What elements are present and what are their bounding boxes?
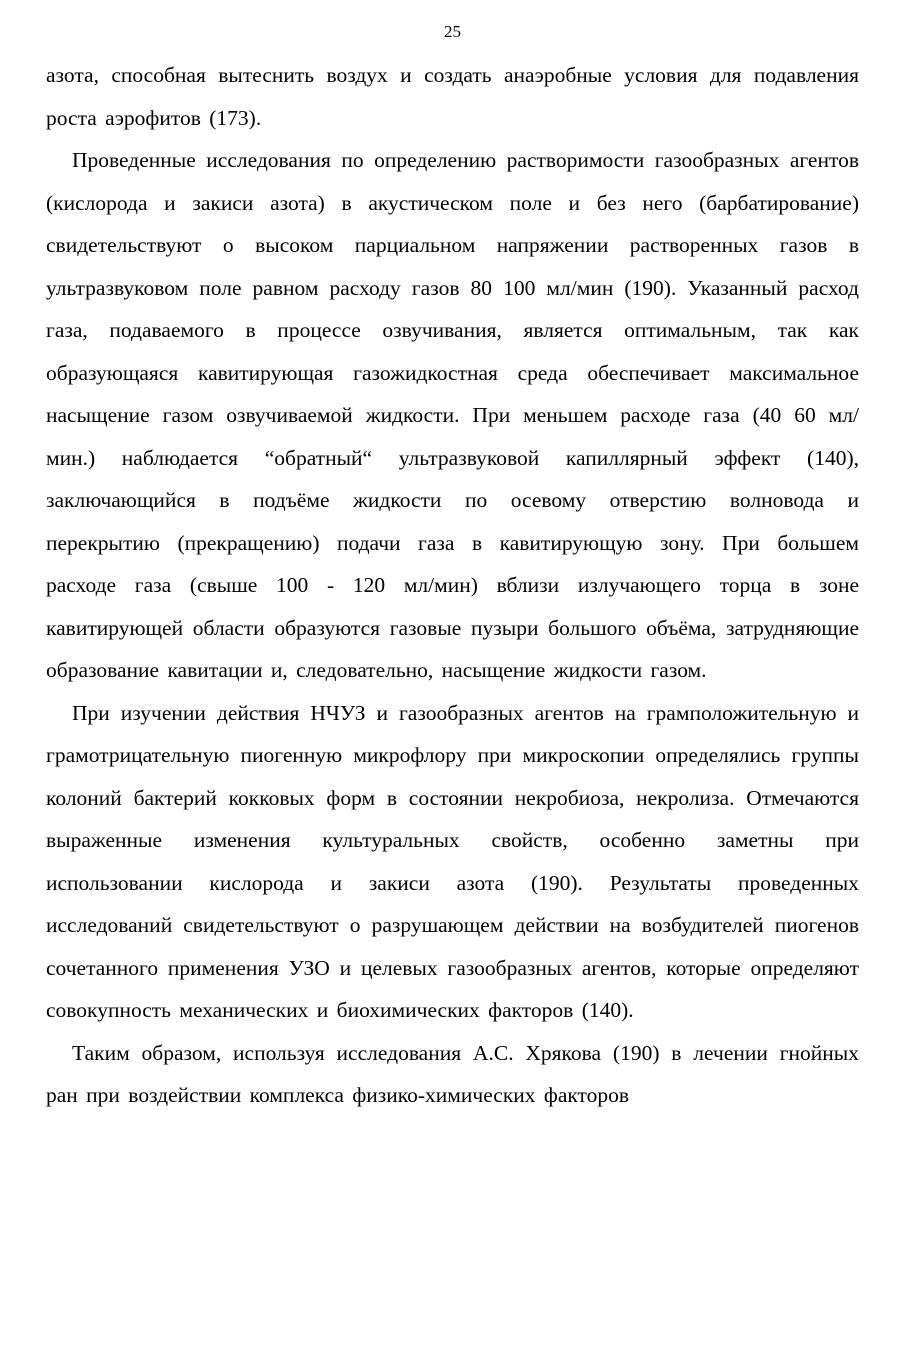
paragraph-conclusion: Таким образом, используя исследования А.С. Хрякова (190) в лечении гнойных ран при воздействии комплекса физико-химических факторов [46, 1040, 859, 1107]
paragraph-continuation: азота, способная вытеснить воздух и создать анаэробные условия для подавления роста аэрофитов (173). [46, 63, 859, 130]
paragraph-microflora: При изучении действия НЧУЗ и газообразных агентов на грамположительную и грамотрицательную пиогенную микрофлору при микроскопии определялись группы колоний бактерий кокковых форм в состоянии некробиоза, некролиза. Отмечаются выраженные изменения культуральных свойств, особенно заметны при использовании кислорода и закиси азота (190). Результаты проведенных исследований свидетельствуют о разрушающем действии на возбудителей пиогенов сочетанного применения УЗО и целевых газообразных агентов, которые определяют совокупность механических и биохимических факторов (140). [46, 700, 859, 1022]
page-number: 25 [444, 22, 461, 41]
paragraph-gas-solubility: Проведенные исследования по определению растворимости газообразных агентов (кислорода и закиси азота) в акустическом поле и без него (барбатирование) свидетельствуют о высоком парциальном напряжении растворенных газов в ультразвуковом поле равном расходу газов 80 100 мл/мин (190). Указанный расход газа, подаваемого в процессе озвучивания, является оптимальным, так как образующаяся кавитирующая газожидкостная среда обеспечивает максимальное насыщение газом озвучиваемой жидкости. При меньшем расходе газа (40 60 мл/мин.) наблюдается “обратный“ ультразвуковой капиллярный эффект (140), заключающийся в подъёме жидкости по осевому отверстию волновода и перекрытию (прекращению) подачи газа в кавитирующую зону. При большем расходе газа (свыше 100 - 120 мл/мин) вблизи излучающего торца в зоне кавитирующей области образуются газовые пузыри большого объёма, затрудняющие образование кавитации и, следовательно, насыщение жидкости газом. [46, 148, 859, 682]
document-body [46, 54, 859, 1117]
